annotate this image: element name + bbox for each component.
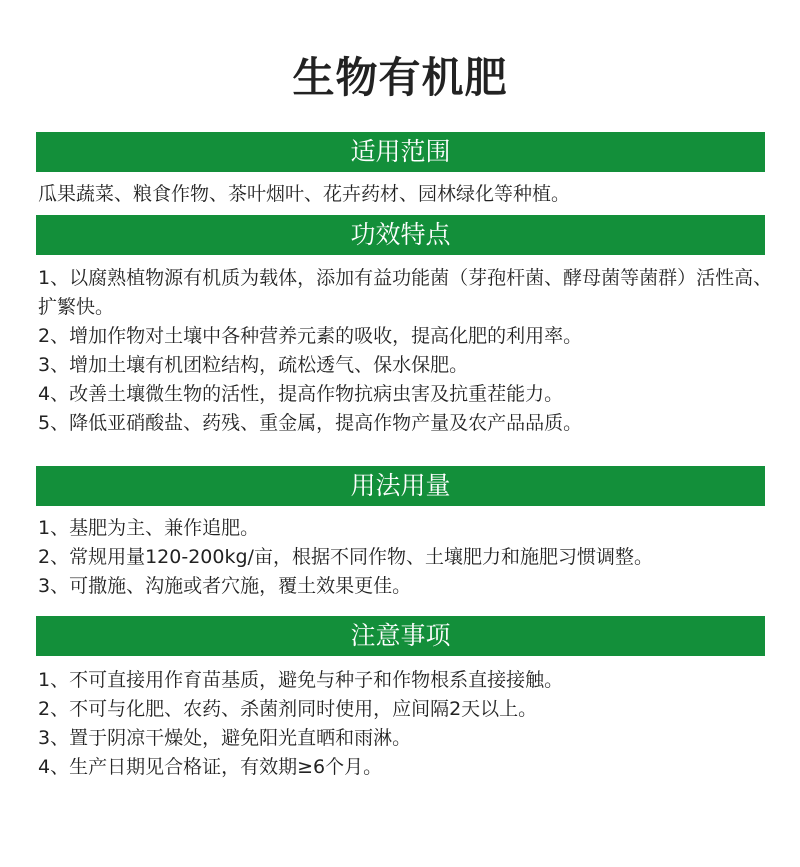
usage-item: 2、常规用量120-200kg/亩，根据不同作物、土壤肥力和施肥习惯调整。 (38, 546, 653, 568)
note-item: 3、置于阴凉干燥处，避免阳光直晒和雨淋。 (38, 727, 412, 749)
note-item: 1、不可直接用作育苗基质，避免与种子和作物根系直接接触。 (38, 669, 564, 691)
section-header-scope: 适用范围 (36, 132, 765, 172)
section-header-usage: 用法用量 (36, 466, 765, 506)
features-section (38, 264, 773, 438)
scope-section (38, 180, 773, 209)
usage-item: 1、基肥为主、兼作追肥。 (38, 517, 260, 539)
notes-section (38, 666, 773, 782)
note-item: 2、不可与化肥、农药、杀菌剂同时使用，应间隔2天以上。 (38, 698, 538, 720)
scope-text: 瓜果蔬菜、粮食作物、茶叶烟叶、花卉药材、园林绿化等种植。 (38, 183, 571, 205)
feature-item: 5、降低亚硝酸盐、药残、重金属，提高作物产量及农产品品质。 (38, 412, 583, 434)
section-header-features: 功效特点 (36, 215, 765, 255)
page-title: 生物有机肥 (292, 53, 508, 102)
feature-item: 4、改善土壤微生物的活性，提高作物抗病虫害及抗重茬能力。 (38, 383, 564, 405)
section-header-notes: 注意事项 (36, 616, 765, 656)
usage-section (38, 514, 773, 601)
feature-item: 3、增加土壤有机团粒结构，疏松透气、保水保肥。 (38, 354, 469, 376)
feature-item: 2、增加作物对土壤中各种营养元素的吸收，提高化肥的利用率。 (38, 325, 583, 347)
note-item: 4、生产日期见合格证，有效期≥6个月。 (38, 756, 383, 778)
feature-item: 1、以腐熟植物源有机质为载体，添加有益功能菌（芽孢杆菌、酵母菌等菌群）活性高、扩繁快。 (38, 267, 773, 318)
usage-item: 3、可撒施、沟施或者穴施，覆土效果更佳。 (38, 575, 412, 597)
